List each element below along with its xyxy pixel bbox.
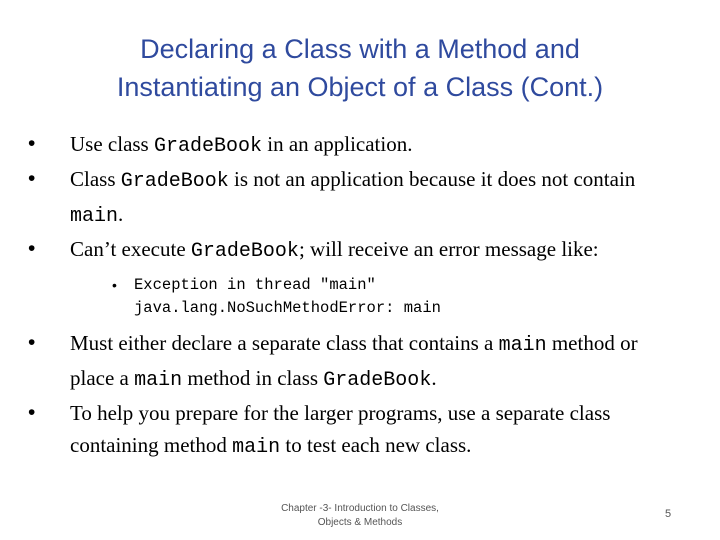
bullet-marker: • bbox=[28, 237, 36, 260]
code-text: GradeBook bbox=[120, 170, 229, 193]
footer-line-2: Objects & Methods bbox=[317, 517, 403, 528]
text: ; will receive an error message like: bbox=[298, 237, 599, 261]
bullet-item bbox=[24, 327, 664, 397]
bullet-marker: • bbox=[28, 401, 36, 424]
code-text: main bbox=[498, 334, 547, 357]
text: . bbox=[118, 202, 124, 226]
text: Must either declare a separate class that contains a bbox=[70, 331, 499, 355]
sub-bullet-item bbox=[24, 274, 664, 320]
error-line-2: java.lang.NoSuchMethodError: main bbox=[134, 299, 441, 317]
text: Use class bbox=[70, 132, 154, 156]
code-text: main bbox=[70, 205, 119, 228]
error-line-1: Exception in thread "main" bbox=[134, 276, 376, 294]
code-text: GradeBook bbox=[190, 240, 299, 263]
bullet-item bbox=[24, 397, 664, 464]
text: To help you prepare for the larger programs, use a separate class containing method bbox=[70, 401, 611, 457]
text: Class bbox=[70, 167, 121, 191]
bullet-item bbox=[24, 233, 664, 268]
text: method or place a bbox=[70, 331, 638, 390]
code-text: GradeBook bbox=[323, 369, 432, 392]
slide-footer bbox=[260, 502, 460, 530]
text: is not an application because it does not contain bbox=[228, 167, 636, 191]
text: to test each new class. bbox=[280, 433, 472, 457]
text: Can’t execute bbox=[70, 237, 191, 261]
code-text: main bbox=[134, 369, 183, 392]
bullet-item bbox=[24, 163, 664, 233]
text: method in class bbox=[182, 366, 324, 390]
bullet-list bbox=[24, 128, 664, 464]
page-number: 5 bbox=[665, 508, 672, 520]
bullet-item bbox=[24, 128, 664, 163]
title-line-1: Declaring a Class with a Method and bbox=[140, 34, 580, 64]
bullet-marker: • bbox=[28, 331, 36, 354]
footer-line-1: Chapter -3- Introduction to Classes, bbox=[281, 503, 439, 514]
bullet-marker: • bbox=[28, 167, 36, 190]
text: . bbox=[431, 366, 437, 390]
title-line-2: Instantiating an Object of a Class (Cont.) bbox=[116, 72, 604, 102]
code-text: main bbox=[232, 436, 281, 459]
code-text: GradeBook bbox=[153, 135, 263, 158]
bullet-marker: • bbox=[28, 132, 36, 155]
bullet-marker: • bbox=[112, 277, 117, 293]
text: in an application. bbox=[262, 132, 413, 156]
slide-title bbox=[40, 30, 680, 106]
